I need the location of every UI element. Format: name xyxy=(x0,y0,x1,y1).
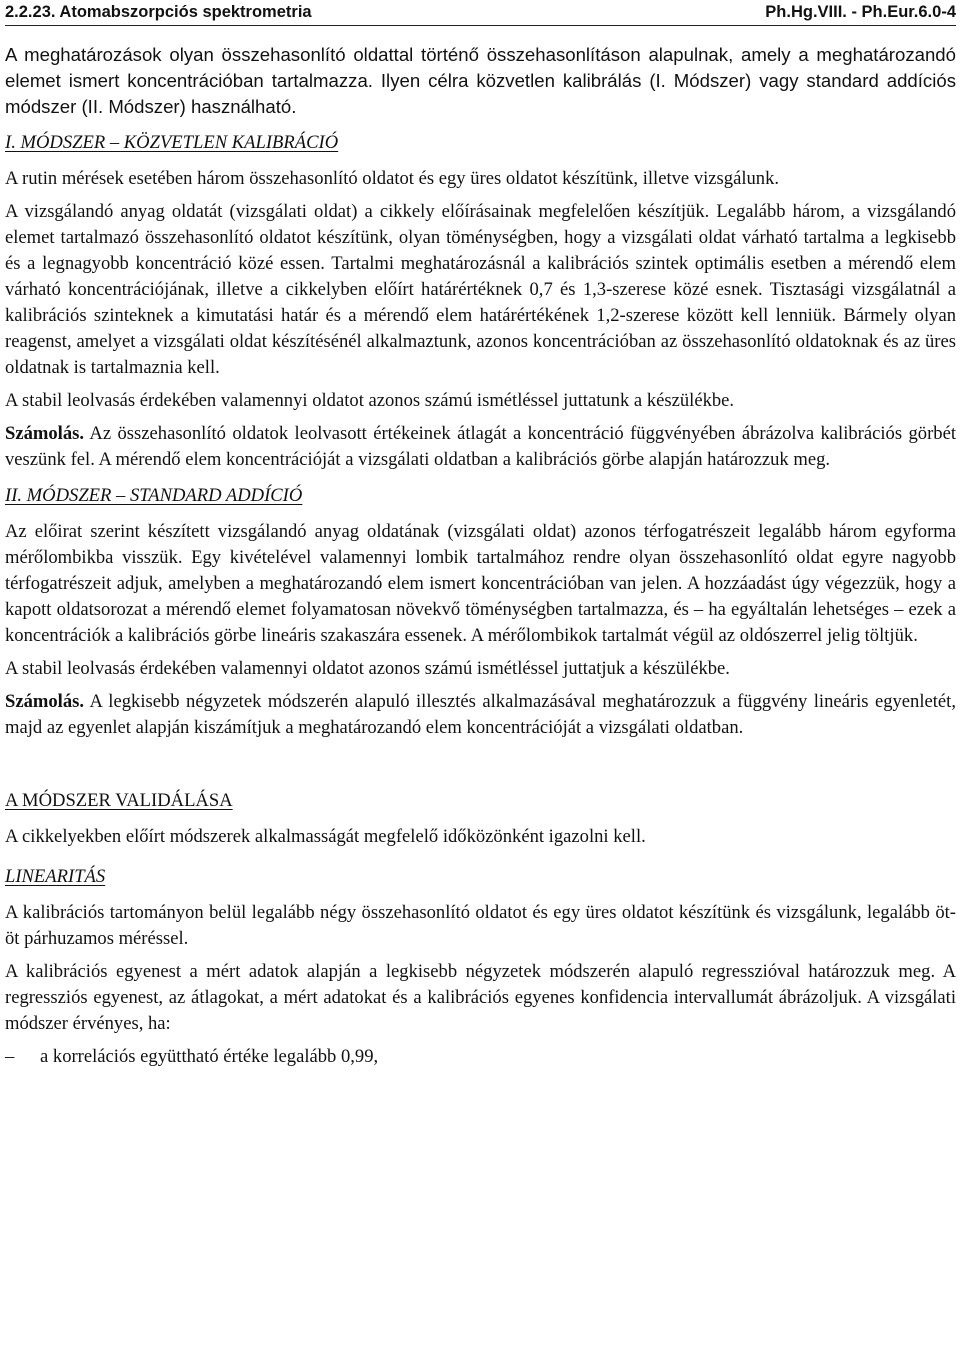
linearity-paragraph-1: A kalibrációs tartományon belül legalább négy összehasonlító oldatot és egy üres oldatot készítünk és vizsgálunk, legalább öt-öt párhuzamos méréssel. xyxy=(5,902,956,949)
linearity-paragraph-2: A kalibrációs egyenest a mért adatok alapján a legkisebb négyzetek módszerén alapuló regresszióval határozzuk meg. A regressziós egyenest, az átlagokat, a mért adatokat és a kalibrációs egyenes konfidencia intervallumát ábrázoljuk. A vizsgálati módszer érvényes, ha: xyxy=(5,961,956,1034)
method1-paragraph-3: A stabil leolvasás érdekében valamennyi oldatot azonos számú ismétléssel juttatunk a készülékbe. xyxy=(5,390,735,411)
method1-paragraph-1: A rutin mérések esetében három összehasonlító oldatot és egy üres oldatot készítünk, illetve vizsgálunk. xyxy=(5,168,780,189)
method1-calculation xyxy=(5,421,956,473)
method2-calculation xyxy=(5,689,956,741)
method1-calculation-label: Számolás. xyxy=(5,423,85,444)
list-dash: – xyxy=(5,1046,15,1067)
method1-paragraph-2: A vizsgálandó anyag oldatát (vizsgálati oldat) a cikkely előírásainak megfelelően készítjük. Legalább három, a vizsgálandó elemet tartalmazó összehasonlító oldatot készítünk, olyan töménységben, hogy a vizsgálati oldat várható tartalma a legkisebb és a legnagyobb koncentráció közé essen. Tartalmi meghatározásnál a kalibrációs szintek optimális esetben a mérendő elem várható koncentrációjának, illetve a cikkelyben előírt határértéknek 0,7 és 1,3-szerese közé esnek. Tisztasági vizsgálatnál a kalibrációs szinteknek a kimutatási határ és a mérendő elem határértékének 1,2-szerese között kell lenniük. Bármely olyan reagenst, amelyet a vizsgálati oldat készítésénél alkalmaztunk, azonos koncentrációban az összehasonlító oldatoknak és az üres oldatnak is tartalmaznia kell. xyxy=(5,201,956,378)
page-header xyxy=(5,0,956,26)
validation-paragraph-1: A cikkelyekben előírt módszerek alkalmasságát megfelelő időközönként igazolni kell. xyxy=(5,826,646,847)
linearity-heading: LINEARITÁS xyxy=(5,866,106,887)
list-item-text: a korrelációs együttható értéke legalább 0,99, xyxy=(40,1046,379,1067)
header-section-title: 2.2.23. Atomabszorpciós spektrometria xyxy=(5,3,312,21)
method2-calculation-label: Számolás. xyxy=(5,691,85,712)
section-spacer xyxy=(5,748,956,788)
method2-paragraph-2: A stabil leolvasás érdekében valamennyi oldatot azonos számú ismétléssel juttatjuk a készülékbe. xyxy=(5,658,730,679)
method2-paragraph-1: Az előirat szerint készített vizsgálandó anyag oldatának (vizsgálati oldat) azonos térfogatrészeit legalább három egyforma mérőlombikba visszük. Egy kivételével valamennyi lombik tartalmához rendre olyan összehasonlító oldat egyre nagyobb térfogatrészeit adjuk, amelyben a meghatározandó elem ismert koncentrációban van jelen. A hozzáadást úgy végezzük, hogy a kapott oldatsorozat a mérendő elemet folyamatosan növekvő töménységben tartalmazza, és – ha egyáltalán lehetséges – ezek a koncentrációk a kalibrációs görbe lineáris szakaszára essenek. A mérőlombikok tartalmát végül az oldószerrel jelig töltjük. xyxy=(5,521,956,646)
method1-heading: I. MÓDSZER – KÖZVETLEN KALIBRÁCIÓ xyxy=(5,132,339,153)
method2-heading: II. MÓDSZER – STANDARD ADDÍCIÓ xyxy=(5,485,303,506)
method2-calculation-text: A legkisebb négyzetek módszerén alapuló illesztés alkalmazásával meghatározzuk a függvény lineáris egyenletét, majd az egyenlet alapján kiszámítjuk a meghatározandó elem koncentrációját a vizsgálati oldatban. xyxy=(5,691,956,738)
validation-heading: A MÓDSZER VALIDÁLÁSA xyxy=(5,790,233,811)
intro-paragraph: A meghatározások olyan összehasonlító oldattal történő összehasonlításon alapulnak, amely a meghatározandó elemet ismert koncentrációban tartalmazza. Ilyen célra közvetlen kalibrálás (I. Módszer) vagy standard addíciós módszer (II. Módszer) használható. xyxy=(5,44,956,117)
header-pharmacopoeia-ref: Ph.Hg.VIII. - Ph.Eur.6.0-4 xyxy=(765,3,956,21)
list-item xyxy=(5,1044,956,1070)
method1-calculation-text: Az összehasonlító oldatok leolvasott értékeinek átlagát a koncentráció függvényében ábrázolva kalibrációs görbét veszünk fel. A mérendő elem koncentrációját a vizsgálati oldatban a kalibrációs görbe alapján határozzuk meg. xyxy=(5,423,956,470)
document-page xyxy=(5,0,956,1070)
